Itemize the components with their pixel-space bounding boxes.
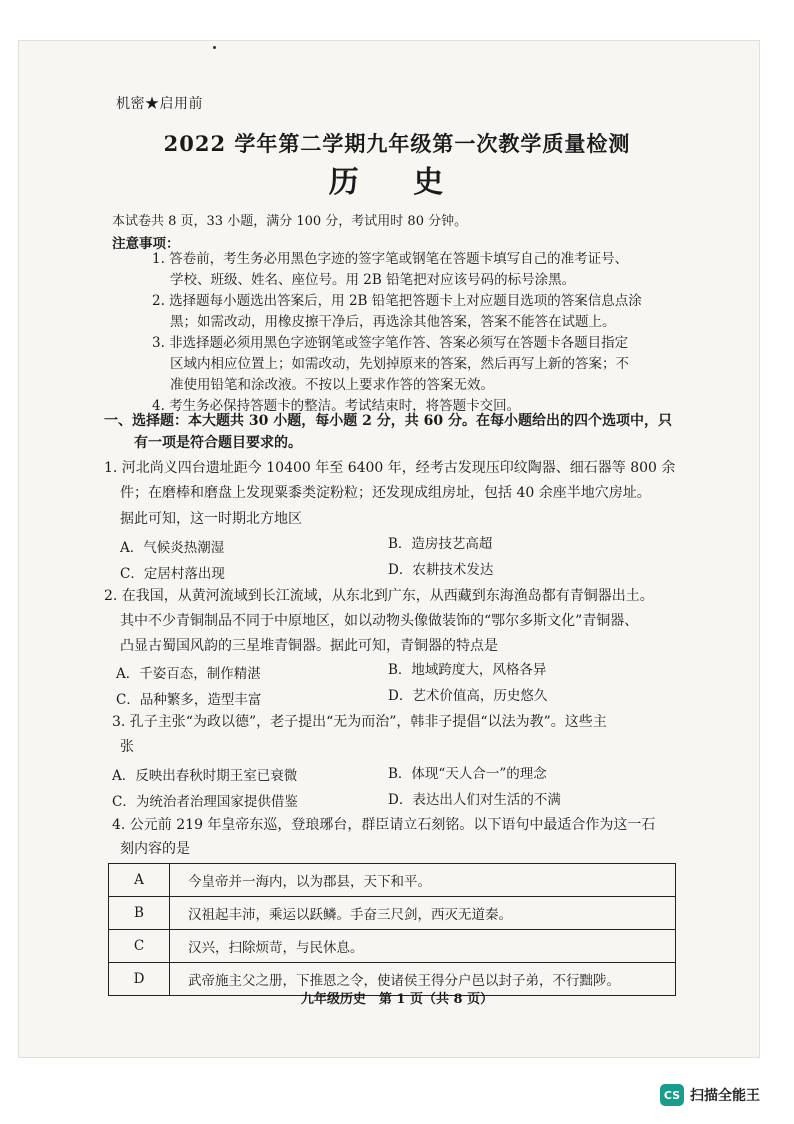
camscanner-logo-icon: CS (660, 1084, 684, 1106)
q3-option-d: D．表达出人们对生活的不满 (388, 792, 561, 808)
q4-option-text: 武帝施主父之册，下推恩之令，使诸侯王得分户邑以封子弟，不行黜陟。 (170, 963, 676, 996)
q4-stem-line-2: 刻内容的是 (120, 841, 190, 857)
q2-option-b: B．地域跨度大，风格各异 (388, 662, 547, 678)
q4-option-key: A (109, 864, 170, 897)
note-2-line-1: 2. 选择题每小题选出答案后，用 2B 铅笔把答题卡上对应题目选项的答案信息点涂 (152, 293, 642, 309)
q3-stem-line-2: 张 (120, 739, 134, 755)
q4-option-key: C (109, 930, 170, 963)
confidential-label: 机密★启用前 (116, 96, 203, 112)
q2-option-a: A．千姿百态，制作精湛 (116, 666, 261, 682)
q1-option-a: A．气候炎热潮湿 (120, 540, 225, 556)
q1-option-b: B．造房技艺高超 (388, 536, 493, 552)
camscanner-label: 扫描全能王 (690, 1088, 760, 1104)
note-3-line-1: 3. 非选择题必须用黑色字迹钢笔或签字笔作答、答案必须写在答题卡各题目指定 (152, 335, 629, 351)
q4-stem-line-1: 4. 公元前 219 年皇帝东巡，登琅琊台，群臣请立石刻铭。以下语句中最适合作为这一石 (112, 817, 656, 833)
note-4-line-1: 4. 考生务必保持答题卡的整洁。考试结束时，将答题卡交回。 (152, 398, 521, 414)
subject-title: 历 史 (328, 165, 466, 200)
q3-option-c: C．为统治者治理国家提供借鉴 (112, 794, 298, 810)
scanner-watermark (660, 1084, 760, 1106)
q3-option-a: A．反映出春秋时期王室已衰微 (112, 768, 298, 784)
q2-option-d: D．艺术价值高，历史悠久 (388, 688, 548, 704)
table-row (109, 897, 676, 930)
exam-intro: 本试卷共 8 页，33 小题，满分 100 分，考试用时 80 分钟。 (112, 214, 468, 229)
q1-option-c: C．定居村落出现 (120, 566, 225, 582)
q1-stem-line-3: 据此可知，这一时期北方地区 (120, 511, 302, 527)
note-1-line-2: 学校、班级、姓名、座位号。用 2B 铅笔把对应该号码的标号涂黑。 (170, 272, 576, 288)
note-2-line-2: 黑；如需改动，用橡皮擦干净后，再选涂其他答案，答案不能答在试题上。 (170, 314, 616, 330)
q2-stem-line-2: 其中不少青铜制品不同于中原地区，如以动物头像做装饰的“鄂尔多斯文化”青铜器、 (120, 613, 639, 629)
note-1-line-1: 1. 答卷前，考生务必用黑色字迹的签字笔或钢笔在答题卡填写自己的准考证号、 (152, 251, 629, 267)
q4-options-table (108, 863, 676, 996)
q1-stem-line-1: 1. 河北尚义四台遗址距今 10400 年至 6400 年，经考古发现压印纹陶器、细石器等 800 余 (104, 460, 676, 476)
notes-heading: 注意事项： (112, 236, 180, 252)
q1-option-d: D．农耕技术发达 (388, 562, 494, 578)
q1-stem-line-2: 件；在磨棒和磨盘上发现粟黍类淀粉粒；还发现成组房址，包括 40 余座半地穴房址。 (120, 485, 651, 501)
section-heading (104, 410, 704, 454)
q4-option-key: B (109, 897, 170, 930)
q2-stem-line-3: 凸显古蜀国风韵的三星堆青铜器。据此可知，青铜器的特点是 (120, 638, 498, 654)
q4-option-text: 今皇帝并一海内，以为郡县，天下和平。 (170, 864, 676, 897)
section-heading-line-2: 有一项是符合题目要求的。 (134, 435, 302, 451)
table-row (109, 930, 676, 963)
page-footer: 九年级历史 第 1 页（共 8 页） (300, 992, 494, 1007)
note-3-line-2: 区域内相应位置上；如需改动，先划掉原来的答案，然后再写上新的答案；不 (170, 356, 629, 372)
q2-stem-line-1: 2. 在我国，从黄河流域到长江流域，从东北到广东，从西藏到东海渔岛都有青铜器出土。 (104, 588, 654, 604)
q2-option-c: C．品种繁多，造型丰富 (116, 692, 262, 708)
q4-option-text: 汉祖起丰沛，乘运以跃鳞。手奋三尺剑，西灭无道秦。 (170, 897, 676, 930)
exam-title: 2022 学年第二学期九年级第一次教学质量检测 (163, 131, 631, 156)
q4-option-key: D (109, 963, 170, 996)
table-row (109, 864, 676, 897)
q3-option-b: B．体现“天人合一”的理念 (388, 766, 547, 782)
q3-stem-line-1: 3. 孔子主张“为政以德”，老子提出“无为而治”，韩非子提倡“以法为教”。这些主 (112, 714, 607, 730)
note-3-line-3: 准使用铅笔和涂改液。不按以上要求作答的答案无效。 (170, 377, 494, 393)
q4-option-text: 汉兴，扫除烦苛，与民休息。 (170, 930, 676, 963)
scan-speck (213, 46, 216, 49)
section-heading-line-1: 一、选择题：本大题共 30 小题，每小题 2 分，共 60 分。在每小题给出的四个选项中，只 (104, 413, 672, 429)
